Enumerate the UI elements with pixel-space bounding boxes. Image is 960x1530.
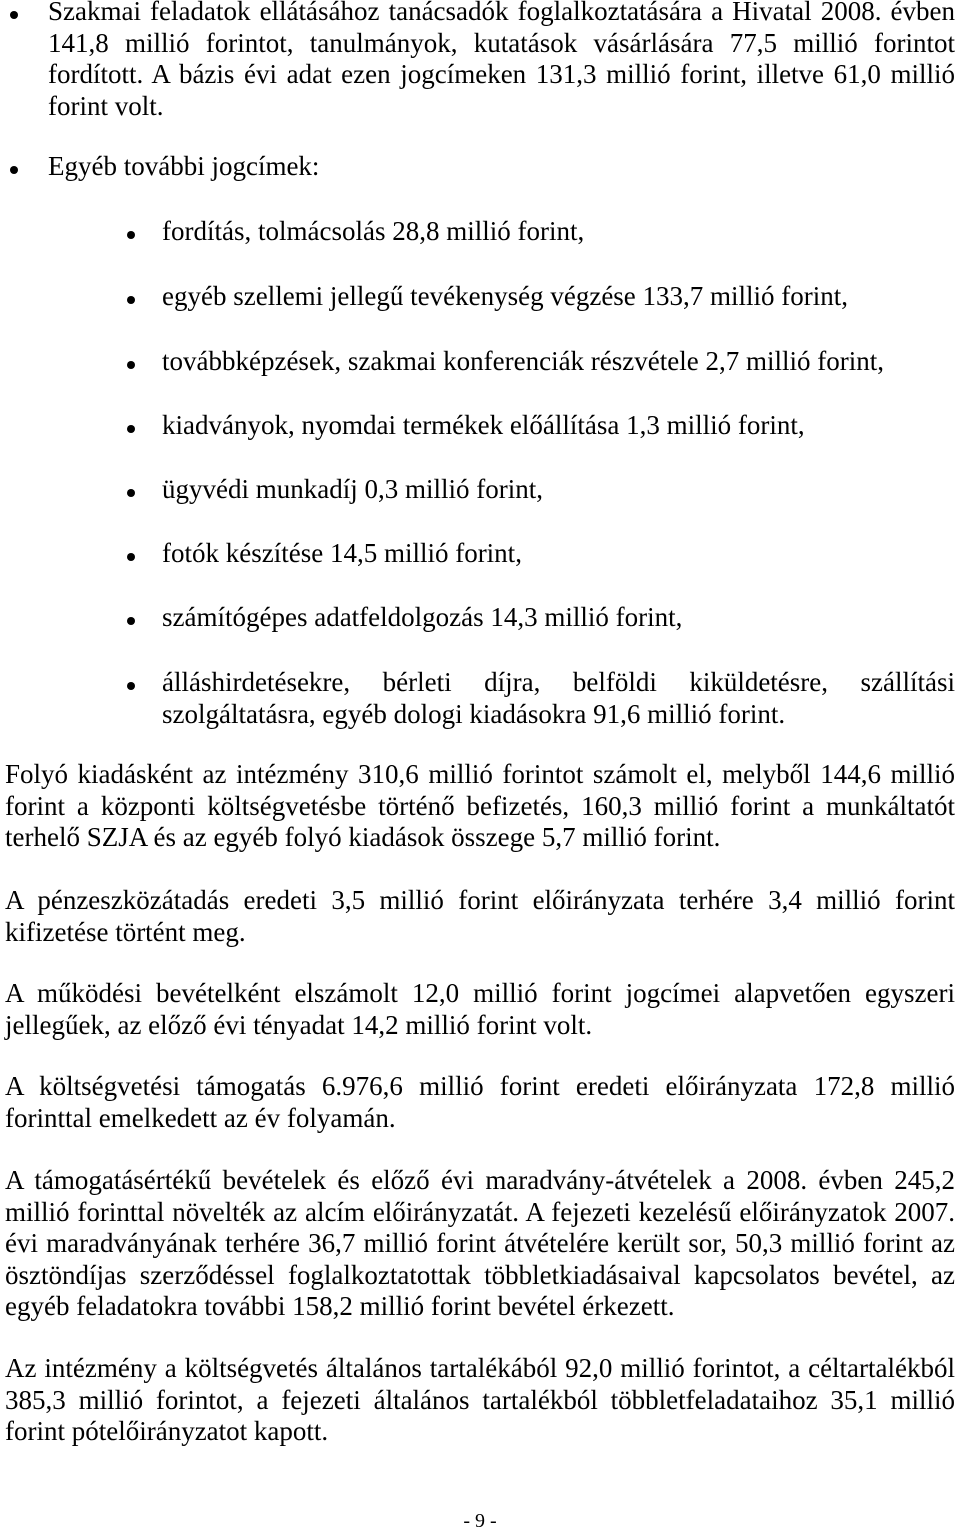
paragraph-text	[5, 1071, 955, 1134]
text-line: A működési bevételként elszámolt 12,0 millió forint jogcímei alapvetően egyszeri	[5, 978, 955, 1008]
list-item-text: továbbképzések, szakmai konferenciák részvétele 2,7 millió forint,	[162, 346, 884, 376]
paragraph-text	[5, 1353, 955, 1448]
text-line: kifizetése történt meg.	[5, 916, 246, 947]
list-heading: Egyéb további jogcímek:	[48, 151, 320, 181]
bullet-icon	[127, 361, 135, 369]
text-line: A költségvetési támogatás 6.976,6 millió forint eredeti előirányzata 172,8 millió	[5, 1071, 955, 1101]
text-line: Az intézmény a költségvetés általános tartalékából 92,0 millió forintot, a céltartalékból	[5, 1353, 955, 1383]
bullet-icon	[127, 296, 135, 304]
bullet-icon	[127, 231, 135, 239]
bullet-icon	[127, 682, 135, 690]
text-line: álláshirdetésekre, bérleti díjra, belföldi kiküldetésre, szállítási	[162, 667, 955, 697]
text-line: jellegűek, az előző évi tényadat 14,2 millió forint volt.	[5, 1009, 593, 1040]
text-line: forint volt.	[48, 90, 164, 121]
text-line: forinttal emelkedett az év folyamán.	[5, 1102, 396, 1133]
text-line: 385,3 millió forintot, a fejezeti általános tartalékból többletfeladataihoz 35,1 millió	[5, 1384, 955, 1415]
text-line: 141,8 millió forintot, tanulmányok, kutatások vásárlására 77,5 millió forintot	[48, 27, 955, 58]
text-line: Szakmai feladatok ellátásához tanácsadók foglalkoztatására a Hivatal 2008. évben	[48, 0, 955, 26]
bullet-icon	[127, 617, 135, 625]
bullet-icon	[10, 166, 18, 174]
text-line: szolgáltatásra, egyéb dologi kiadásokra 91,6 millió forint.	[162, 698, 786, 729]
paragraph-text	[5, 885, 955, 948]
text-line: Folyó kiadásként az intézmény 310,6 millió forintot számolt el, melyből 144,6 millió	[5, 759, 955, 789]
text-line: A pénzeszközátadás eredeti 3,5 millió forint előirányzata terhére 3,4 millió forint	[5, 885, 955, 915]
list-item-text: egyéb szellemi jellegű tevékenység végzése 133,7 millió forint,	[162, 281, 849, 311]
paragraph-text	[5, 759, 955, 854]
list-item-text: kiadványok, nyomdai termékek előállítása 1,3 millió forint,	[162, 410, 805, 440]
text-line: forint a központi költségvetésbe történő befizetés, 160,3 millió forint a munkáltatót	[5, 790, 955, 821]
list-item-text: fordítás, tolmácsolás 28,8 millió forint,	[162, 216, 585, 246]
list-item-text: fotók készítése 14,5 millió forint,	[162, 538, 522, 568]
paragraph-text	[5, 1165, 955, 1323]
list-item-text: számítógépes adatfeldolgozás 14,3 millió forint,	[162, 602, 683, 632]
list-item-text	[162, 667, 955, 730]
paragraph-text	[5, 978, 955, 1041]
text-line: A támogatásértékű bevételek és előző évi maradvány-átvételek a 2008. évben 245,2	[5, 1165, 955, 1195]
text-line: millió forinttal növelték az alcím előirányzatát. A fejezeti kezelésű előirányzatok 2007.	[5, 1196, 955, 1227]
list-item-text: ügyvédi munkadíj 0,3 millió forint,	[162, 474, 543, 504]
text-line: évi maradványának terhére 36,7 millió forint átvételére került sor, 50,3 millió forint az	[5, 1228, 955, 1258]
text-line: ösztöndíjas szerződéssel foglalkoztatottak többletkiadásaival kapcsolatos bevétel, az	[5, 1259, 955, 1290]
page-number: - 9 -	[463, 1510, 497, 1530]
text-line: forint pótelőirányzatot kapott.	[5, 1416, 329, 1446]
bullet-icon	[127, 489, 135, 497]
text-line: fordított. A bázis évi adat ezen jogcímeken 131,3 millió forint, illetve 61,0 millió	[48, 59, 955, 89]
bullet-text	[48, 0, 955, 122]
bullet-icon	[10, 11, 18, 19]
text-line: terhelő SZJA és az egyéb folyó kiadások összege 5,7 millió forint.	[5, 822, 721, 852]
bullet-icon	[127, 425, 135, 433]
bullet-icon	[127, 553, 135, 561]
text-line: egyéb feladatokra további 158,2 millió forint bevétel érkezett.	[5, 1291, 675, 1321]
